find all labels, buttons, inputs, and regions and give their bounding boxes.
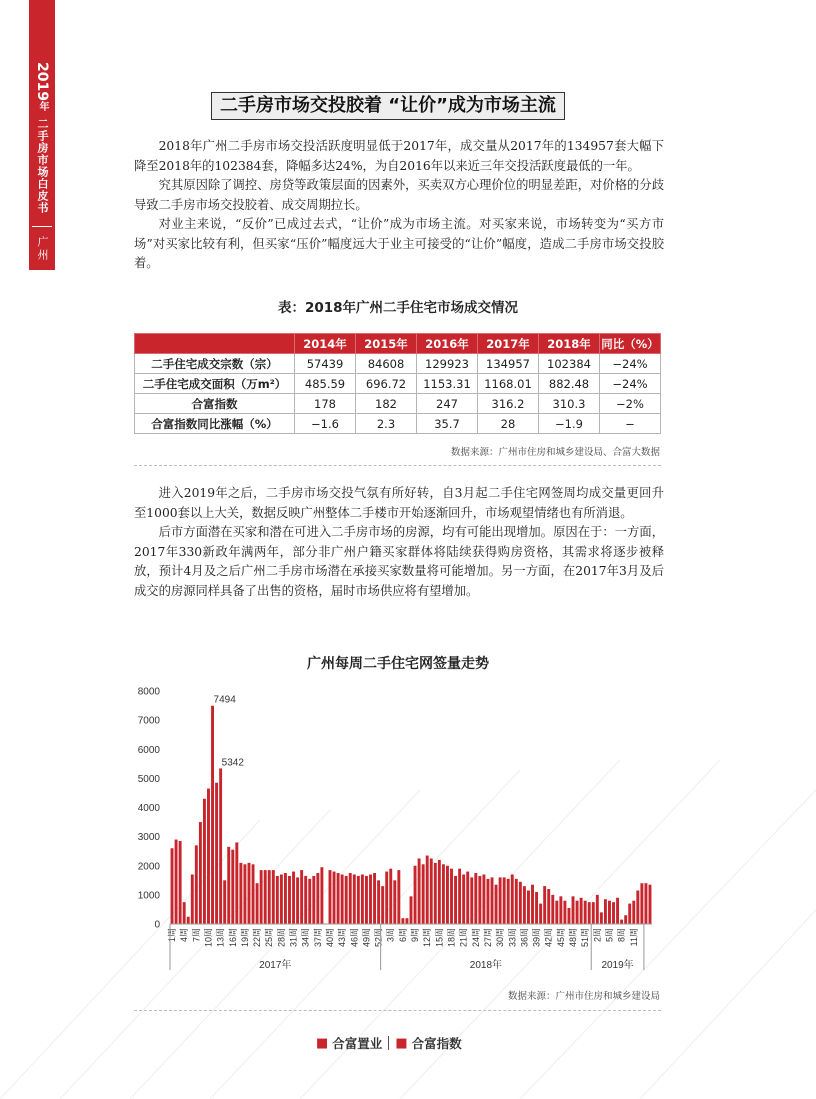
table-cell: 1153.31	[417, 374, 478, 394]
table-cell: 28	[478, 414, 539, 434]
bar	[551, 895, 554, 924]
bar	[268, 870, 271, 924]
bar	[260, 870, 263, 924]
x-tick-label: 12周	[422, 928, 433, 948]
bar	[171, 848, 174, 924]
chart-source: 数据来源：广州市住房和城乡建设局	[507, 991, 660, 1002]
bar	[397, 870, 400, 924]
brand-logo-icon: ■	[316, 1035, 329, 1051]
table-row	[135, 354, 661, 374]
weekly-volume-chart	[134, 680, 662, 975]
bar	[596, 895, 599, 924]
bar	[592, 902, 595, 924]
x-tick-label: 1周	[167, 928, 178, 943]
bar	[320, 867, 323, 924]
table-header-row	[135, 334, 661, 354]
bar	[191, 874, 194, 924]
bar	[414, 866, 417, 924]
sidebar-book-title: 二手房市场白皮书	[36, 118, 49, 214]
table-cell: −2%	[600, 394, 661, 414]
x-tick-label: 45周	[555, 928, 566, 948]
x-tick-label: 40周	[324, 928, 335, 948]
bar	[539, 904, 542, 924]
transaction-table	[134, 333, 661, 434]
bar	[300, 870, 303, 924]
table-title: 表：2018年广州二手住宅市场成交情况	[277, 300, 519, 316]
bar	[462, 874, 465, 924]
bar	[296, 877, 299, 924]
bar	[316, 873, 319, 924]
bar	[308, 879, 311, 924]
y-tick-label: 2000	[137, 861, 160, 873]
bar	[207, 789, 210, 924]
intro-paragraphs	[134, 137, 664, 274]
table-row	[135, 394, 661, 414]
bar	[434, 863, 437, 924]
bar	[446, 866, 449, 924]
bar	[588, 902, 591, 924]
bar	[430, 858, 433, 924]
bar	[495, 885, 498, 924]
table-cell: −24%	[600, 374, 661, 394]
bar	[239, 863, 242, 924]
table-cell: −24%	[600, 354, 661, 374]
bar	[361, 874, 364, 924]
bar	[470, 877, 473, 924]
bar	[568, 908, 571, 924]
x-tick-label: 15周	[434, 928, 445, 948]
table-cell: 696.72	[356, 374, 417, 394]
table-cell: 129923	[417, 354, 478, 374]
bar	[353, 874, 356, 924]
bar	[543, 886, 546, 924]
x-tick-label: 6周	[397, 928, 408, 943]
bar	[373, 873, 376, 924]
bar	[535, 892, 538, 924]
bar	[572, 896, 575, 924]
sidebar-divider	[32, 226, 52, 227]
intro-paragraph: 究其原因除了调控、房贷等政策层面的因素外，买卖双方心理价位的明显差距，对价格的分歧导致二手房市场交投胶着、成交周期拉长。	[134, 178, 664, 212]
bar	[195, 845, 198, 924]
bar	[418, 858, 421, 924]
table-cell: 二手住宅成交面积（万m²）	[135, 374, 295, 394]
table-cell: −1.9	[539, 414, 600, 434]
bar	[405, 918, 408, 924]
bar	[531, 885, 534, 924]
bar	[179, 841, 182, 924]
x-tick-label: 37周	[312, 928, 323, 948]
table-cell: −1.6	[295, 414, 356, 434]
x-tick-label: 18周	[446, 928, 457, 948]
sidebar-tab	[29, 0, 55, 270]
intro-paragraph: 对业主来说，“反价”已成过去式，“让价”成为市场主流。对买家来说，市场转变为“买方市场”对买家比较有利，但买家“压价”幅度远大于业主可接受的“让价”幅度，造成二手房市场交投胶着。	[134, 217, 664, 270]
bar	[272, 870, 275, 924]
bar	[365, 876, 368, 924]
chart-divider	[134, 1010, 661, 1011]
x-tick-label: 25周	[264, 928, 275, 948]
x-tick-label: 52周	[373, 928, 384, 948]
bar	[454, 876, 457, 924]
bar	[393, 880, 396, 924]
x-tick-label: 30周	[495, 928, 506, 948]
bar	[649, 885, 652, 924]
page-title: 二手房市场交投胶着 “让价”成为市场主流	[211, 92, 565, 120]
x-tick-label: 49周	[361, 928, 372, 948]
table-cell: 316.2	[478, 394, 539, 414]
table-cell: 57439	[295, 354, 356, 374]
brand-name: 合富置业	[332, 1036, 383, 1051]
brand-name: 合富指数	[411, 1036, 462, 1051]
bar	[227, 847, 230, 924]
bar	[280, 874, 283, 924]
bar	[243, 864, 246, 924]
bar	[426, 856, 429, 924]
bar	[349, 873, 352, 924]
bar	[199, 822, 202, 924]
bar	[555, 901, 558, 924]
x-tick-label: 3周	[385, 928, 396, 943]
bar	[559, 896, 562, 924]
y-tick-label: 7000	[137, 715, 160, 727]
x-tick-label: 16周	[227, 928, 238, 948]
bar	[422, 864, 425, 924]
bar	[466, 872, 469, 924]
bar	[304, 876, 307, 924]
bar	[369, 874, 372, 924]
footer-brands	[316, 1034, 462, 1052]
y-tick-label: 0	[154, 919, 160, 931]
bar	[215, 783, 218, 924]
bar	[547, 889, 550, 924]
bar	[523, 886, 526, 924]
table-header-cell: 2018年	[539, 334, 600, 354]
data-label: 7494	[213, 694, 236, 706]
bar	[219, 768, 222, 924]
x-tick-label: 28周	[276, 928, 287, 948]
x-tick-label: 9周	[410, 928, 421, 943]
bar	[276, 876, 279, 924]
bar	[288, 876, 291, 924]
y-tick-label: 5000	[137, 773, 160, 785]
bar	[491, 877, 494, 924]
bar	[357, 876, 360, 924]
table-cell: 310.3	[539, 394, 600, 414]
bar	[644, 883, 647, 924]
bar	[345, 876, 348, 924]
x-tick-label: 19周	[239, 928, 250, 948]
bar	[256, 883, 259, 924]
table-cell: 合富指数	[135, 394, 295, 414]
table-header-cell: 同比（%）	[600, 334, 661, 354]
bar	[600, 912, 603, 924]
bar	[203, 799, 206, 924]
bar	[183, 902, 186, 924]
footer-divider	[388, 1036, 389, 1050]
y-tick-label: 6000	[137, 744, 160, 756]
x-tick-label: 21周	[458, 928, 469, 948]
bar	[401, 918, 404, 924]
bar	[381, 886, 384, 924]
y-tick-label: 1000	[137, 890, 160, 902]
table-cell: 134957	[478, 354, 539, 374]
table-cell: 178	[295, 394, 356, 414]
bar	[474, 873, 477, 924]
brand-logo-icon: ■	[395, 1035, 408, 1051]
x-tick-label: 51周	[580, 928, 591, 948]
x-tick-label: 46周	[349, 928, 360, 948]
table-header-cell: 2015年	[356, 334, 417, 354]
bar	[458, 869, 461, 924]
bar	[223, 880, 226, 924]
table-cell: 102384	[539, 354, 600, 374]
bar	[563, 901, 566, 924]
bar	[620, 920, 623, 924]
bar	[503, 877, 506, 924]
bar	[292, 872, 295, 924]
section-divider	[134, 465, 661, 466]
bar	[175, 840, 178, 924]
bar	[284, 873, 287, 924]
table-cell: 35.7	[417, 414, 478, 434]
x-tick-label: 5周	[604, 928, 615, 943]
bar	[438, 860, 441, 924]
bar	[231, 850, 234, 924]
table-source: 数据来源：广州市住房和城乡建设局、合富大数据	[450, 447, 660, 458]
x-tick-label: 24周	[470, 928, 481, 948]
bar	[337, 873, 340, 924]
sidebar-city: 广州	[36, 236, 49, 262]
y-tick-label: 4000	[137, 803, 160, 814]
x-tick-label: 33周	[507, 928, 518, 948]
y-tick-label: 8000	[137, 686, 160, 698]
x-tick-label: 27周	[482, 928, 493, 948]
bar	[519, 882, 522, 924]
table-header-cell: 2016年	[417, 334, 478, 354]
table-header-cell: 2017年	[478, 334, 539, 354]
bar	[478, 876, 481, 924]
bar	[624, 915, 627, 924]
body-paragraph: 进入2019年之后，二手房市场交投气氛有所好转，自3月起二手住宅网签周均成交量更回升至1000套以上大关，数据反映广州整体二手楼市开始逐渐回升，市场观望情绪也有所消退。	[134, 486, 664, 520]
year-label: 2019年	[601, 960, 634, 971]
bar	[507, 879, 510, 924]
bar	[511, 874, 514, 924]
sidebar-year: 2019年	[34, 62, 50, 111]
table-row	[135, 374, 661, 394]
bar	[608, 901, 611, 924]
bar	[312, 876, 315, 924]
body-paragraph: 后市方面潜在买家和潜在可进入二手房市场的房源，均有可能出现增加。原因在于：一方面，2017年330新政年满两年，部分非广州户籍买家群体将陆续获得购房资格，其需求将逐步被释放，预计4月及之后广州二手房市场潜在承接买家数量将可能增加。另一方面，在2017年3月及后成交的房源同样具备了出售的资格，届时市场供应将有望增加。	[134, 525, 664, 598]
x-tick-label: 22周	[252, 928, 263, 948]
table-cell: 2.3	[356, 414, 417, 434]
table-cell: 84608	[356, 354, 417, 374]
x-tick-label: 8周	[616, 928, 627, 943]
bar	[389, 869, 392, 924]
table-header-cell	[135, 334, 295, 354]
bar	[252, 864, 255, 924]
bar	[442, 864, 445, 924]
x-tick-label: 2周	[592, 928, 603, 943]
bar	[628, 904, 631, 924]
bar	[612, 902, 615, 924]
bar	[636, 891, 639, 924]
bar	[248, 863, 251, 924]
bar	[527, 891, 530, 924]
x-tick-label: 36周	[519, 928, 530, 948]
x-tick-label: 11周	[628, 928, 639, 947]
table-cell: 二手住宅成交宗数（宗）	[135, 354, 295, 374]
bar	[410, 896, 413, 924]
x-tick-label: 7周	[191, 928, 202, 943]
bar	[515, 879, 518, 924]
bar	[584, 901, 587, 924]
body-paragraphs	[134, 484, 664, 601]
bar	[329, 870, 332, 924]
bar	[580, 898, 583, 924]
bar	[377, 880, 380, 924]
bar	[487, 879, 490, 924]
bar	[616, 898, 619, 924]
x-tick-label: 34周	[300, 928, 311, 948]
bar	[482, 874, 485, 924]
chart-title: 广州每周二手住宅网签量走势	[307, 656, 489, 672]
x-tick-label: 48周	[568, 928, 579, 948]
y-tick-label: 3000	[137, 832, 160, 844]
data-label: 5342	[221, 757, 244, 769]
bar	[264, 870, 267, 924]
bar	[235, 842, 238, 924]
table-cell: 1168.01	[478, 374, 539, 394]
intro-paragraph: 2018年广州二手房市场交投活跃度明显低于2017年，成交量从2017年的134957套大幅下降至2018年的102384套，降幅多达24%，为自2016年以来近三年交投活跃度最低的一年。	[134, 139, 664, 173]
bar	[576, 901, 579, 924]
x-tick-label: 42周	[543, 928, 554, 948]
x-tick-label: 10周	[203, 928, 214, 948]
table-row	[135, 414, 661, 434]
bar	[499, 877, 502, 924]
bar	[187, 917, 190, 924]
bar	[211, 706, 214, 924]
bar	[333, 872, 336, 924]
bar	[450, 869, 453, 924]
table-cell: −	[600, 414, 661, 434]
bar	[640, 883, 643, 924]
x-tick-label: 4周	[179, 928, 190, 943]
bar	[341, 874, 344, 924]
table-cell: 882.48	[539, 374, 600, 394]
x-tick-label: 43周	[337, 928, 348, 948]
x-tick-label: 39周	[531, 928, 542, 948]
table-cell: 合富指数同比涨幅（%）	[135, 414, 295, 434]
bar	[604, 899, 607, 924]
x-tick-label: 13周	[215, 928, 226, 948]
bar	[632, 901, 635, 924]
year-label: 2018年	[469, 960, 503, 971]
table-cell: 485.59	[295, 374, 356, 394]
year-label: 2017年	[259, 960, 292, 971]
table-header-cell: 2014年	[295, 334, 356, 354]
x-tick-label: 31周	[288, 928, 299, 948]
table-cell: 247	[417, 394, 478, 414]
bar	[385, 872, 388, 924]
table-cell: 182	[356, 394, 417, 414]
